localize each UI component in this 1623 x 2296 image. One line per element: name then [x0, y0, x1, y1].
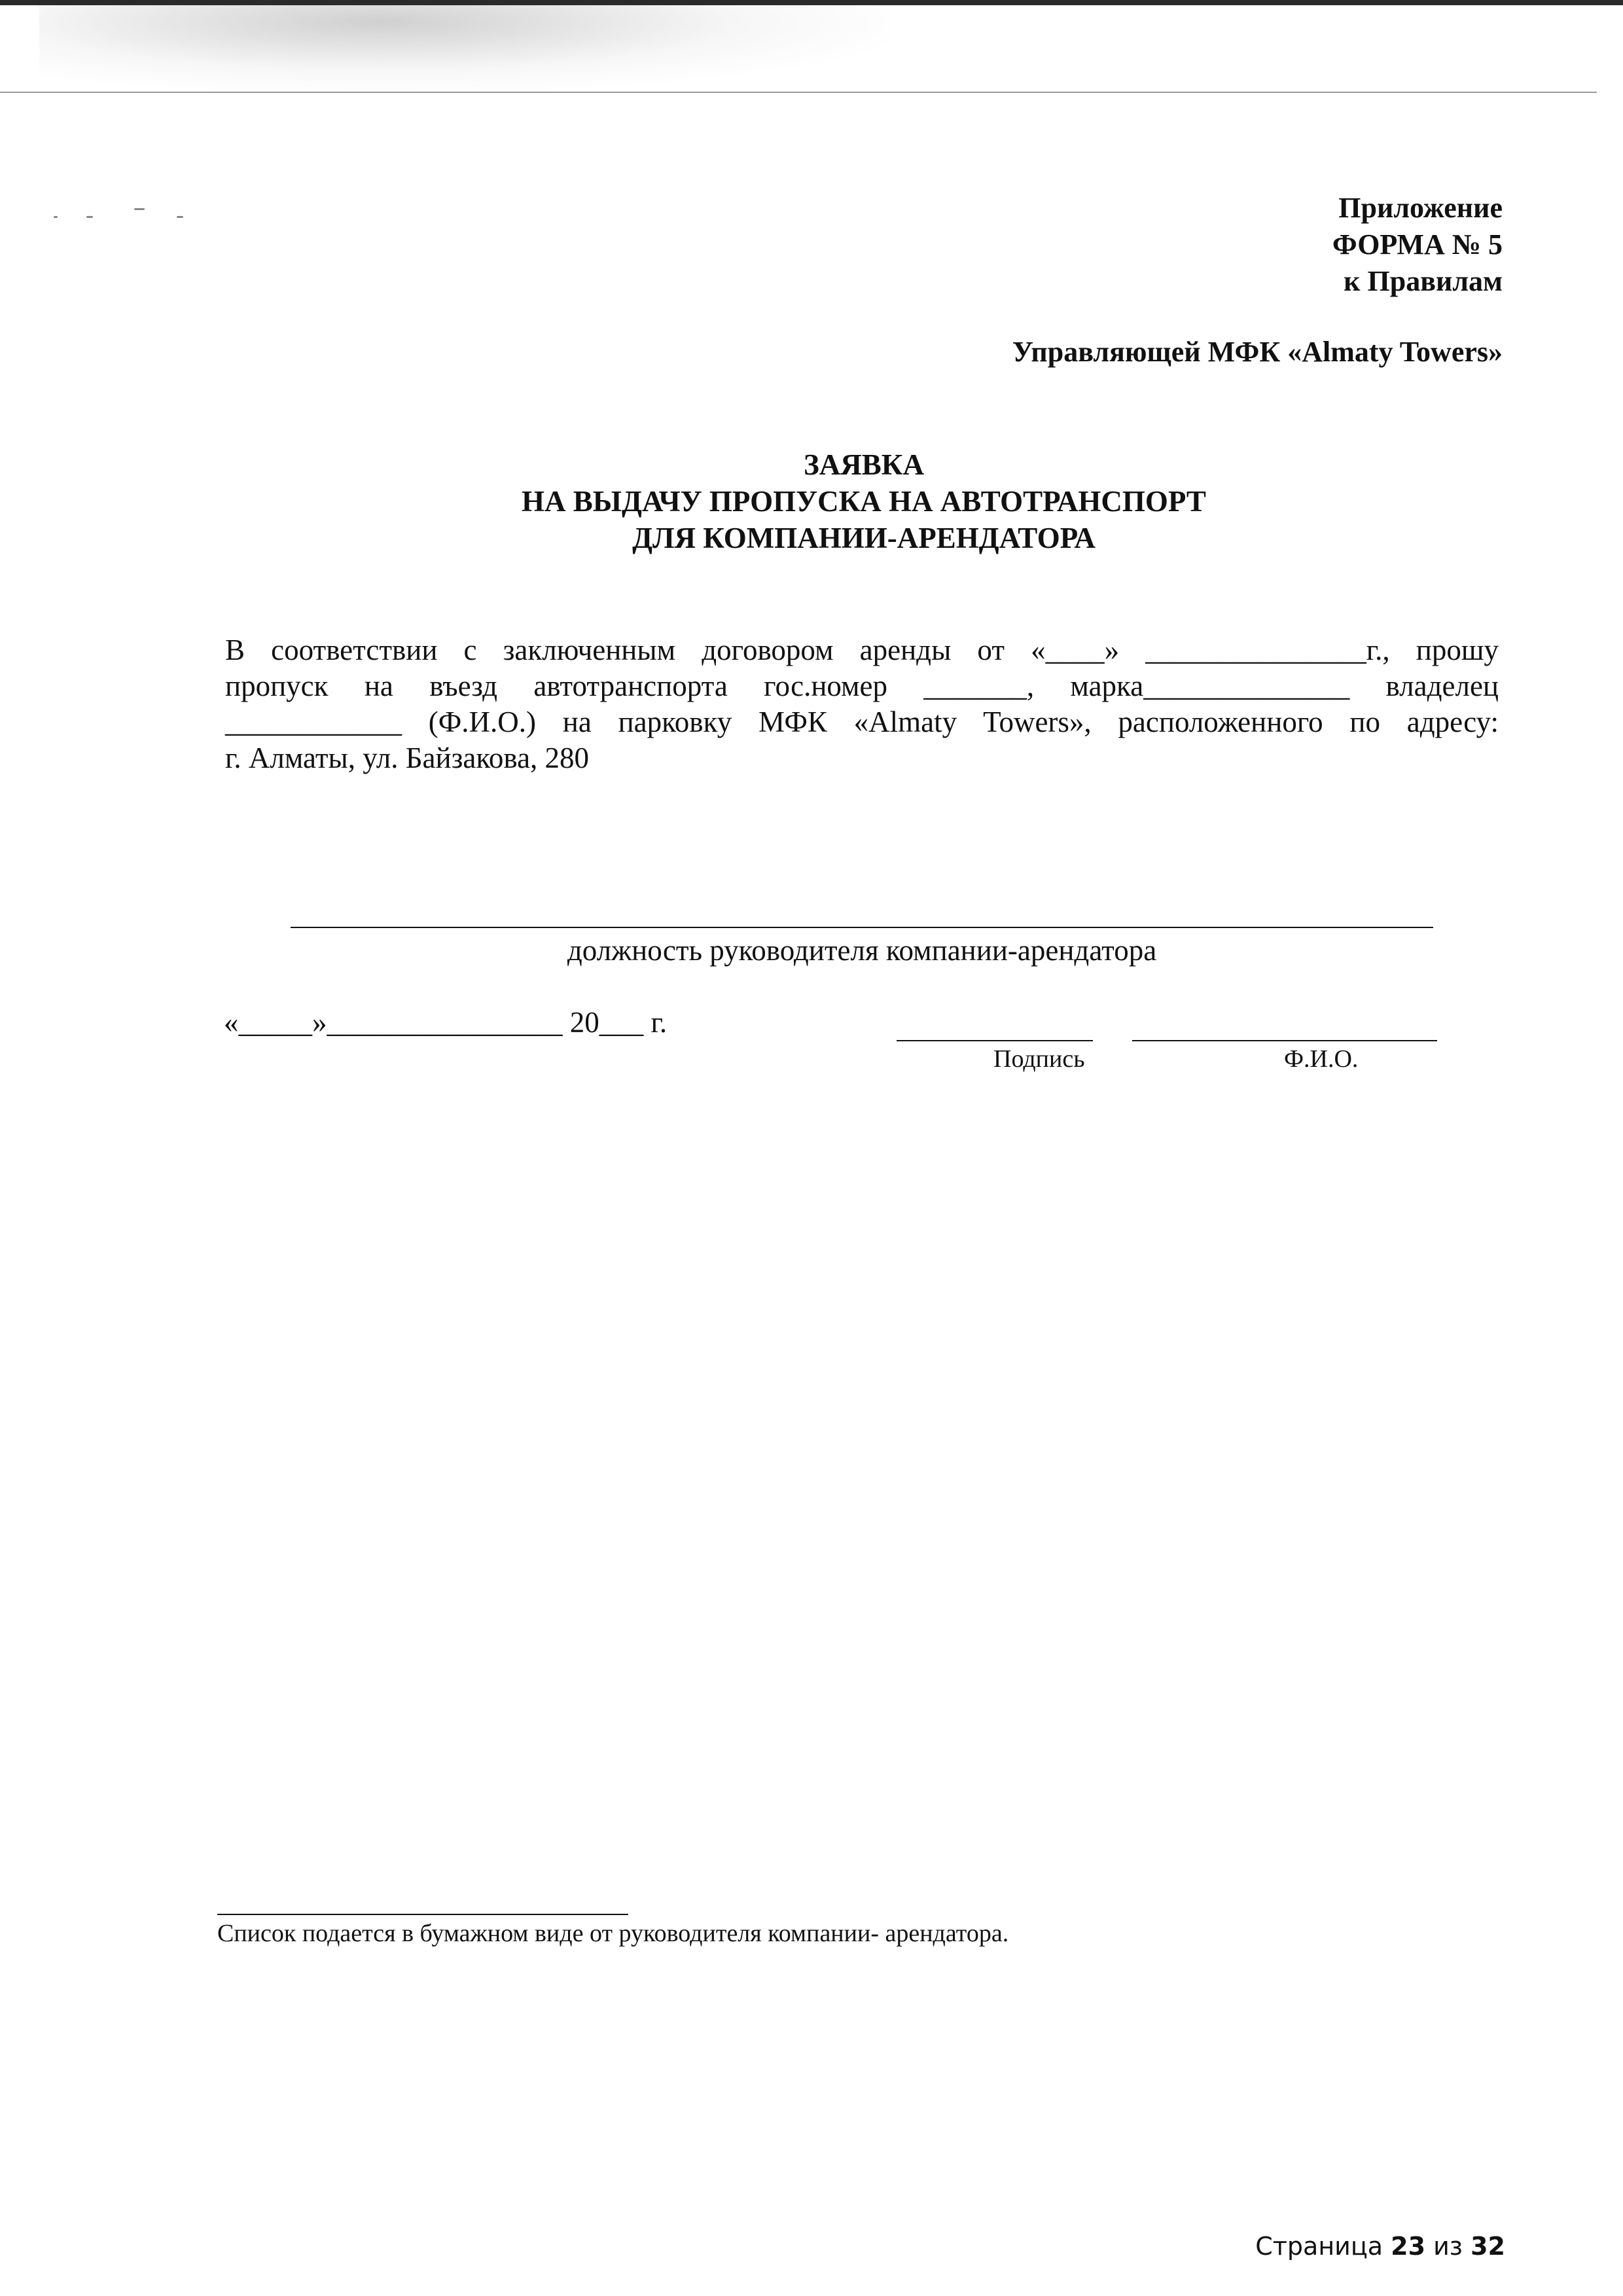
appendix-title: Приложение [1338, 192, 1503, 224]
page-number-separator: из [1433, 2232, 1463, 2261]
scan-speck [134, 208, 145, 210]
scan-speck [86, 216, 93, 218]
rules-reference: к Правилам [1344, 265, 1503, 297]
signature-label: Подпись [993, 1045, 1085, 1073]
scan-top-edge [0, 0, 1623, 5]
scan-speck [54, 216, 58, 218]
name-underline [1132, 1040, 1437, 1041]
title-line: ЗАЯВКА [804, 448, 924, 481]
footnote: Список подается в бумажном виде от руководителя компании- арендатора. [217, 1920, 1009, 1947]
page-number-total: 32 [1471, 2232, 1505, 2261]
spacer [1012, 300, 1503, 334]
body-line: пропуск на въезд автотранспорта гос.номер _______, марка______________ владелец [225, 670, 1499, 702]
footnote-divider [217, 1914, 628, 1915]
page-number-prefix: Страница [1255, 2232, 1383, 2261]
page-number-current: 23 [1391, 2232, 1426, 2261]
appendix-block [1012, 190, 1503, 370]
position-underline [291, 927, 1433, 928]
title-line: ДЛЯ КОМПАНИИ-АРЕНДАТОРА [632, 522, 1096, 554]
form-number: ФОРМА № 5 [1332, 228, 1503, 260]
scan-speck [177, 216, 183, 218]
document-title [0, 446, 1623, 556]
name-label: Ф.И.О. [1284, 1045, 1359, 1073]
management-reference: Управляющей МФК «Almaty Towers» [1012, 336, 1503, 368]
body-line: В соответствии с заключенным договором аренды от «____» _______________г., прошу [225, 634, 1499, 666]
signature-underline [897, 1040, 1093, 1041]
position-caption: должность руководителя компании-арендатора [567, 934, 1157, 967]
body-line: ____________ (Ф.И.О.) на парковку МФК «Almaty Towers», расположенного по адресу: [225, 706, 1499, 738]
request-body [225, 632, 1499, 776]
page-number [1255, 2231, 1505, 2262]
scan-shadow [39, 5, 890, 90]
body-line: г. Алматы, ул. Байзакова, 280 [225, 742, 590, 774]
title-line: НА ВЫДАЧУ ПРОПУСКА НА АВТОТРАНСПОРТ [522, 485, 1206, 518]
scan-edge-line [0, 92, 1597, 93]
date-field: «_____»________________ 20___ г. [224, 1006, 668, 1039]
